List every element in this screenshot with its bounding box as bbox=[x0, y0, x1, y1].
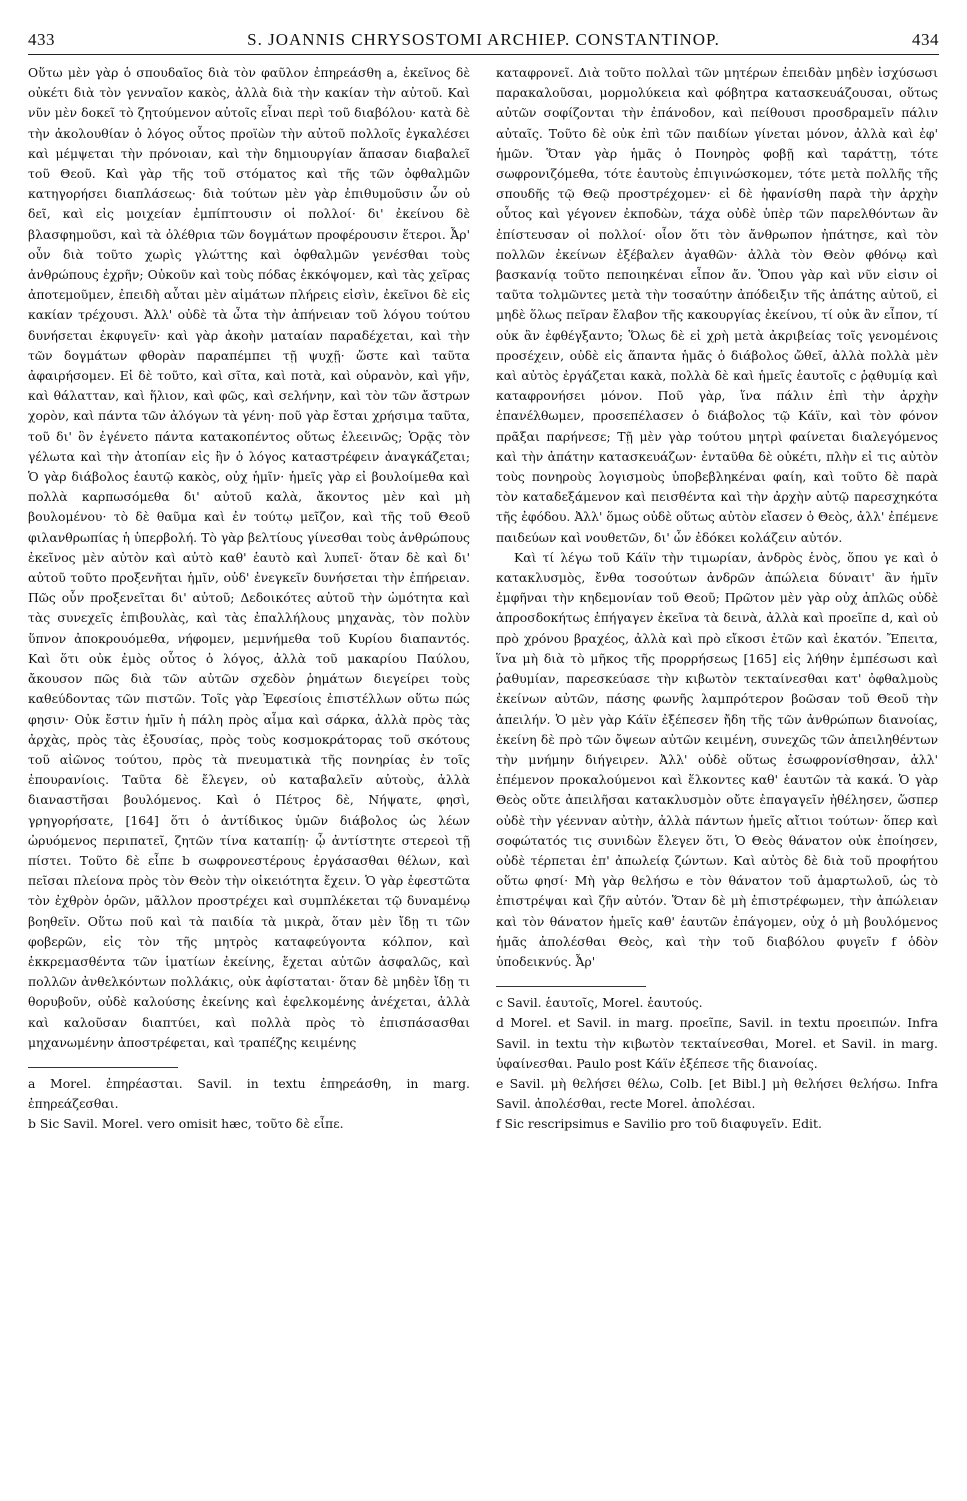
footnote-b: b Sic Savil. Morel. vero omisit hæc, τοῦτο δὲ εἶπε. bbox=[28, 1116, 344, 1132]
right-footnotes bbox=[496, 986, 938, 1134]
footnote-c: c Savil. ἑαυτοῖς, Morel. ἑαυτούς. bbox=[496, 995, 703, 1011]
running-header bbox=[28, 30, 939, 55]
right-column bbox=[496, 63, 938, 1135]
footnote-rule bbox=[28, 1067, 178, 1068]
text-columns bbox=[28, 63, 939, 1135]
footnote-d: d Morel. et Savil. in marg. προεῖπε, Savil. in textu προειπών. Infra Savil. in textu τὴν κιβωτὸν τεκταίνεσθαι, Morel. et Savil. in marg. ὑφαίνεσθαι. Paulo post Κάϊν ἐξέπεσε τῆς διανοίας. bbox=[496, 1015, 938, 1071]
right-paragraph-1: καταφρονεῖ. Διὰ τοῦτο πολλαὶ τῶν μητέρων ἐπειδὰν μηδὲν ἰσχύσωσι παρακαλοῦσαι, μορμολύκεια καὶ φόβητρα κατασκευάζουσαι, οὕτως αὐτῶν σοφίζονται τὴν ἐπάνοδον, καὶ πείθουσι προσδραμεῖν πάλιν αὐταῖς. Τοῦτο δὲ οὐκ ἐπὶ τῶν παιδίων γίνεται μόνον, ἀλλὰ καὶ ἐφ' ἡμῶν. Ὅταν γὰρ ἡμᾶς ὁ Πονηρὸς φοβῇ καὶ ταράττῃ, τότε σωφρονιζόμεθα, τότε ἑαυτοὺς ἐπιγινώσκομεν, τότε μετὰ πολλῆς τῆς σπουδῆς τῷ Θεῷ προστρέχομεν· εἰ δὲ ἠφανίσθη παρὰ τὴν ἀρχὴν οὗτος καὶ γέγονεν ἐκποδὼν, τάχα οὐδὲ ὑπὲρ τῶν παρελθόντων ἂν ἐπίστευσαν οἱ πολλοί· οἷον ὅτι τὸν ἄνθρωπον ἠπάτησε, καὶ τὸν πολλῶν ἐκείνων ἐξέβαλεν ἀγαθῶν· ἀλλὰ τὸν Θεὸν φθόνῳ καὶ βασκανίᾳ τοῦτο πεποιηκέναι εἶπον ἄν. Ὅπου γὰρ καὶ νῦν εἰσιν οἱ ταῦτα τολμῶντες μετὰ τὴν τοσαύτην ἀπόδειξιν τῆς ἀπάτης αὐτοῦ, εἰ μηδὲ ὅλως πεῖραν ἔλαβον τῆς κακουργίας ἐκείνου, τί οὐκ ἂν εἶπον, τί οὐκ ἂν ἐφθέγξαντο; Ὅλως δὲ εἰ χρὴ μετὰ ἀκριβείας τοῖς γενομένοις προσέχειν, οὐδὲ εἰς ἅπαντα ἡμᾶς ὁ διάβολος ὤθεῖ, ἀλλὰ πολλὰ μὲν καὶ αὐτὸς ἐργάζεται κακὰ, πολλὰ δὲ καὶ ἡμεῖς ἑαυτοῖς c ῥᾳθυμίᾳ καὶ καταφρονήσει μόνον. Ποῦ γὰρ, ἵνα πάλιν ἐπὶ τὴν ἀρχὴν ἐπανέλθωμεν, προσεπέλασεν ὁ διάβολος τῷ Κάϊν, καὶ τὸν φόνον πρᾶξαι παρήνεσε; Τῇ μὲν γὰρ τούτου μητρὶ φαίνεται διαλεγόμενος καὶ τὴν ἀπάτην κατασκευάζων· ἐνταῦθα δὲ οὐκέτι, πλὴν εἰ τις αὐτὸν τοὺς πονηροὺς λογισμοὺς ὑποβεβληκέναι φαίη, καὶ τοῦτο δὲ παρὰ τὸν καταδεξάμενον καὶ πεισθέντα καὶ τὴν ἀρχὴν αὐτῷ παρεσχηκότα τῆς ἐφόδου. Ἀλλ' ὅμως οὐδὲ οὕτως αὐτὸν εἴασεν ὁ Θεὸς, ἀλλ' ἐπέμενε παιδεύων καὶ νουθετῶν, δι' ὧν ἐδόκει κολάζειν αὐτόν. bbox=[496, 65, 938, 545]
left-column bbox=[28, 63, 470, 1135]
footnote-rule bbox=[496, 986, 646, 987]
left-page-number: 433 bbox=[28, 30, 55, 49]
left-paragraph: Οὕτω μὲν γὰρ ὁ σπουδαῖος διὰ τὸν φαῦλον ἐπηρεάσθη a, ἐκεῖνος δὲ οὐκέτι διὰ τὸν γενναῖον κακὸς, ἀλλὰ διὰ τὴν κακίαν τὴν αὐτοῦ. Καὶ νῦν μὲν δοκεῖ τὸ ζητούμενον αὐτοῖς εἶναι περὶ τοῦ διαβόλου· κατὰ δὲ τὴν ἀκολουθίαν ὁ λόγος οὗτος προϊὼν τὴν αὐτοῦ πολλοῖς ἐγκαλέσει καὶ μέμψεται τὴν πρόνοιαν, καὶ τὴν δημιουργίαν ἅπασαν διαβαλεῖ τοῦ Θεοῦ. Καὶ γὰρ τῆς τοῦ στόματος καὶ τῆς τῶν ὀφθαλμῶν κατηγορήσει διαπλάσεως· διὰ τούτων μὲν γὰρ ἐπιθυμοῦσιν ὧν οὐ δεῖ, καὶ εἰς μοιχείαν ἐμπίπτουσιν οἱ πολλοί· δι' ἐκείνου δὲ βλασφημοῦσι, καὶ τὰ ὀλέθρια τῶν δογμάτων προφέρουσιν ἕτεροι. Ἆρ' οὖν διὰ τοῦτο χωρὶς γλώττης καὶ ὀφθαλμῶν γενέσθαι τοὺς ἀνθρώπους ἐχρῆν; Οὐκοῦν καὶ τοὺς πόδας ἐκκόψομεν, καὶ τὰς χεῖρας ἀποτεμοῦμεν, ἐπειδὴ αὗται μὲν αἱμάτων πλήρεις εἰσὶν, ἐκεῖνοι δὲ εἰς κακίαν τρέχουσι. Ἀλλ' οὐδὲ τὰ ὦτα τὴν ἀπήνειαν τοῦ λόγου τούτου δυνήσεται ἐκφυγεῖν· καὶ γὰρ ἀκοὴν ματαίαν παραδέχεται, καὶ τὴν τῶν δογμάτων φθορὰν παραπέμπει τῇ ψυχῇ· ὥστε καὶ ταῦτα ἀφαιρήσομεν. Εἰ δὲ τοῦτο, καὶ σῖτα, καὶ ποτὰ, καὶ οὐρανὸν, καὶ γῆν, καὶ θάλατταν, καὶ ἥλιον, καὶ φῶς, καὶ σελήνην, καὶ τὸν τῶν ἄστρων χορὸν, καὶ πάντα τῶν ἀλόγων τὰ γένη· ποῦ γὰρ ἔσται χρήσιμα ταῦτα, τοῦ δι' ὃν ἐγένετο πάντα κατακοπέντος οὕτως ἐλεεινῶς; Ὁρᾷς τὸν γέλωτα καὶ τὴν ἀτοπίαν εἰς ἣν ὁ λόγος καταστρέφειν ἀναγκάζεται; Ὁ γὰρ διάβολος ἑαυτῷ κακὸς, οὐχ ἡμῖν· ἡμεῖς γὰρ εἰ βουλοίμεθα καὶ πολλὰ καρπωσόμεθα δι' αὐτοῦ καλὰ, ἄκοντος μὲν καὶ μὴ βουλομένου· τὸ δὲ θαῦμα καὶ ἐν τούτῳ μεῖζον, καὶ τῆς τοῦ Θεοῦ φιλανθρωπίας ἡ ὑπερβολή. Τὸ γὰρ βελτίους γίνεσθαι τοὺς ἀνθρώπους ἐκεῖνος μὲν αὐτὸν καὶ αὐτὸ καθ' ἑαυτὸ καὶ λυπεῖ· ὅταν δὲ καὶ δι' αὐτοῦ τοῦτο προξενῆται ἡμῖν, οὐδ' ἐνεγκεῖν δυνήσεται τὴν ἐπήρειαν. Πῶς οὖν προξενεῖται δι' αὐτοῦ; Δεδοικότες αὐτοῦ τὴν ὠμότητα καὶ τὰς συνεχεῖς ἐπιβουλὰς, καὶ τὰς ἐπαλλήλους μηχανὰς, τὸν πολὺν ὕπνον ἀποκρουόμεθα, νήφομεν, μεμνήμεθα τοῦ Κυρίου διαπαντός. Καὶ ὅτι οὐκ ἐμὸς οὗτος ὁ λόγος, ἀλλὰ τοῦ μακαρίου Παύλου, ἄκουσον πῶς διὰ τῶν αὐτῶν σχεδὸν ῥημάτων διεγείρει τοὺς καθεύδοντας τῶν πιστῶν. Τοῖς γὰρ Ἐφεσίοις ἐπιστέλλων οὕτω πώς φησιν· Οὐκ ἔστιν ἡμῖν ἡ πάλη πρὸς αἷμα καὶ σάρκα, ἀλλὰ πρὸς τὰς ἀρχὰς, πρὸς τὰς ἐξουσίας, πρὸς τοὺς κοσμοκράτορας τοῦ σκότους τοῦ αἰῶνος τούτου, πρὸς τὰ πνευματικὰ τῆς πονηρίας ἐν τοῖς ἐπουρανίοις. Ταῦτα δὲ ἔλεγεν, οὐ καταβαλεῖν αὐτοὺς, ἀλλὰ διαναστῆσαι βουλόμενος. Καὶ ὁ Πέτρος δὲ, Νήψατε, φησὶ, γρηγορήσατε, [164] ὅτι ὁ ἀντίδικος ὑμῶν διάβολος ὡς λέων ὠρυόμενος περιπατεῖ, ζητῶν τίνα καταπίῃ· ᾧ ἀντίστητε στερεοὶ τῇ πίστει. Τοῦτο δὲ εἶπε b σωφρονεστέρους ἐργάσασθαι θέλων, καὶ πεῖσαι πλείονα πρὸς τὸν Θεὸν τὴν οἰκειότητα ἔχειν. Ὁ γὰρ ἐφεστῶτα τὸν ἐχθρὸν ὁρῶν, μᾶλλον προστρέχει καὶ συμπλέκεται τῷ δυναμένῳ βοηθεῖν. Οὕτω ποῦ καὶ τὰ παιδία τὰ μικρὰ, ὅταν μὲν ἴδῃ τι τῶν φοβερῶν, εἰς τὸν τῆς μητρὸς καταφεύγοντα κόλπον, καὶ ἐκκρεμασθέντα τῶν ἱματίων ἐκείνης, ἔχεται αὐτῶν ἀσφαλῶς, καὶ πολλῶν ἀνθελκόντων πολλάκις, οὐκ ἀφίσταται· ὅταν δὲ μηδὲν ἴδῃ τι θορυβοῦν, οὐδὲ καλούσης ἐκείνης καὶ ἐφελκομένης ἀνέχεται, ἀλλὰ καὶ καλοῦσαν διαπτύει, καὶ πολλὰ πρὸς τὸ ἐπισπάσασθαι μηχανωμένην ἀποστρέφεται, καὶ τραπέζης κειμένης bbox=[28, 65, 470, 1050]
footnote-a: a Morel. ἐπηρέασται. Savil. in textu ἐπηρεάσθη, in marg. ἐπηρεάζεσθαι. bbox=[28, 1075, 470, 1112]
left-footnotes bbox=[28, 1067, 470, 1135]
footnote-e: e Savil. μὴ θελήσει θέλω, Colb. [et Bibl.] μὴ θελήσει θελήσω. Infra Savil. ἀπολέσθαι, recte Morel. ἀπολέσαι. bbox=[496, 1075, 938, 1112]
footnote-f: f Sic rescripsimus e Savilio pro τοῦ διαφυγεῖν. Edit. bbox=[496, 1116, 822, 1132]
right-page-number: 434 bbox=[912, 30, 939, 49]
running-title: S. JOANNIS CHRYSOSTOMI ARCHIEP. CONSTANTINOP. bbox=[247, 30, 720, 49]
right-paragraph-2: Καὶ τί λέγω τοῦ Κάϊν τὴν τιμωρίαν, ἀνδρὸς ἑνὸς, ὅπου γε καὶ ὁ κατακλυσμὸς, ἔνθα τοσούτων ἀνδρῶν ἀπώλεια δύναιτ' ἂν ἡμῖν ἐμφῆναι τὴν κηδεμονίαν τοῦ Θεοῦ; Πρῶτον μὲν γὰρ οὐχ ἁπλῶς οὐδὲ ἀπροσδοκήτως ἐπήγαγεν ἐκεῖνα τὰ δεινὰ, ἀλλὰ καὶ προεῖπε d, καὶ οὐ πρὸ χρόνου βραχέος, ἀλλὰ καὶ πρὸ εἴκοσι ἐτῶν καὶ ἑκατόν. Ἔπειτα, ἵνα μὴ διὰ τὸ μῆκος τῆς προρρήσεως [165] εἰς λήθην ἐμπέσωσι καὶ ῥαθυμίαν, παρεσκεύασε τὴν κιβωτὸν τεκταίνεσθαι κατ' ὀφθαλμοὺς ἐκείνων αὐτῶν, πάσης φωνῆς λαμπρότερον βοῶσαν τοῦ Θεοῦ τὴν ἀπειλήν. Ὁ μὲν γὰρ Κάϊν ἐξέπεσεν ἤδη τῆς τῶν ἀνθρώπων διανοίας, ἐκείνη δὲ πρὸ τῶν ὄψεων αὐτῶν κειμένη, συνεχῶς τῶν ἀπειληθέντων τὴν μνήμην διήγειρεν. Ἀλλ' οὐδὲ οὕτως ἐσωφρονίσθησαν, ἀλλ' ἐπέμενον προκαλούμενοι καὶ ἕλκοντες καθ' ἑαυτῶν τὰ κακά. Ὁ γὰρ Θεὸς οὔτε ἀπειλῆσαι κατακλυσμὸν οὔτε ἐπαγαγεῖν ἠθέλησεν, ὥσπερ οὐδὲ τὴν γέενναν αὐτὴν, ἀλλὰ πάντων ἡμεῖς αἴτιοι τούτων· ὅπερ καὶ σοφώτατός τις συνιδὼν ἔλεγεν ὅτι, Ὁ Θεὸς θάνατον οὐκ ἐποίησεν, οὐδὲ τέρπεται ἐπ' ἀπωλείᾳ ζώντων. Καὶ αὐτὸς δὲ διὰ τοῦ προφήτου οὕτω φησί· Μὴ γὰρ θελήσω e τὸν θάνατον τοῦ ἁμαρτωλοῦ, ὡς τὸ ἐπιστρέψαι καὶ ζῆν αὐτόν. Ὅταν δὲ μὴ ἐπιστρέφωμεν, τὴν ἀπώλειαν καὶ τὸν θάνατον ἡμεῖς καθ' ἑαυτῶν ἐπάγομεν, οὐχ ὁ μὴ βουλόμενος ἡμᾶς ἀπολέσθαι Θεὸς, καὶ τὴν τοῦ διαβόλου φυγεῖν f ὁδὸν ὑποδεικνύς. Ἆρ' bbox=[496, 549, 938, 969]
